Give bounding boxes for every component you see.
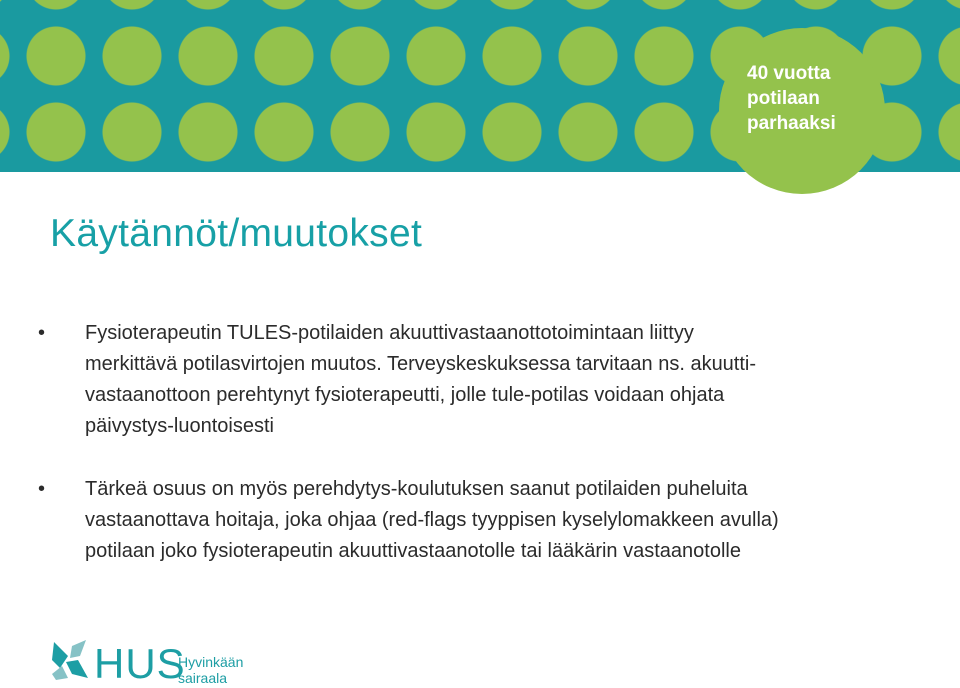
bullet-list [38,318,918,599]
bullet-dot-icon: • [38,478,46,500]
badge-line-3: parhaaksi [747,112,836,134]
bullet-item [38,318,918,442]
bullet-text: Tärkeä osuus on myös perehdytys-koulutuksen saanut potilaiden puheluita vastaanottava hoitaja, joka ohjaa (red-flags tyyppisen kyselylomakkeen avulla) potilaan joko fysioterapeutin akuuttivastaanotolle tai lääkärin vastaanotolle [85,478,779,562]
logo-subtitle [178,654,243,686]
badge-line-1: 40 vuotta [747,62,831,84]
bullet-item [38,474,918,567]
bullet-text: Fysioterapeutin TULES-potilaiden akuuttivastaanottotoimintaan liittyy merkittävä potilasvirtojen muutos. Terveyskeskuksessa tarvitaan ns. akuutti-vastaanottoon perehtynyt fysioterapeutti, jolle tule-potilas voidaan ohjata päivystys-luontoisesti [85,322,757,437]
bullet-dot-icon: • [38,322,46,344]
logo-subtitle-line-1: Hyvinkään [178,654,244,670]
logo-wordmark: HUS [94,640,186,687]
slide-title: Käytännöt/muutokset [50,212,423,255]
logo-subtitle-line-2: sairaala [178,670,228,686]
badge-line-2: potilaan [747,87,820,109]
hus-cross-icon [50,638,90,682]
anniversary-badge [719,28,885,194]
hus-logo [50,628,260,688]
